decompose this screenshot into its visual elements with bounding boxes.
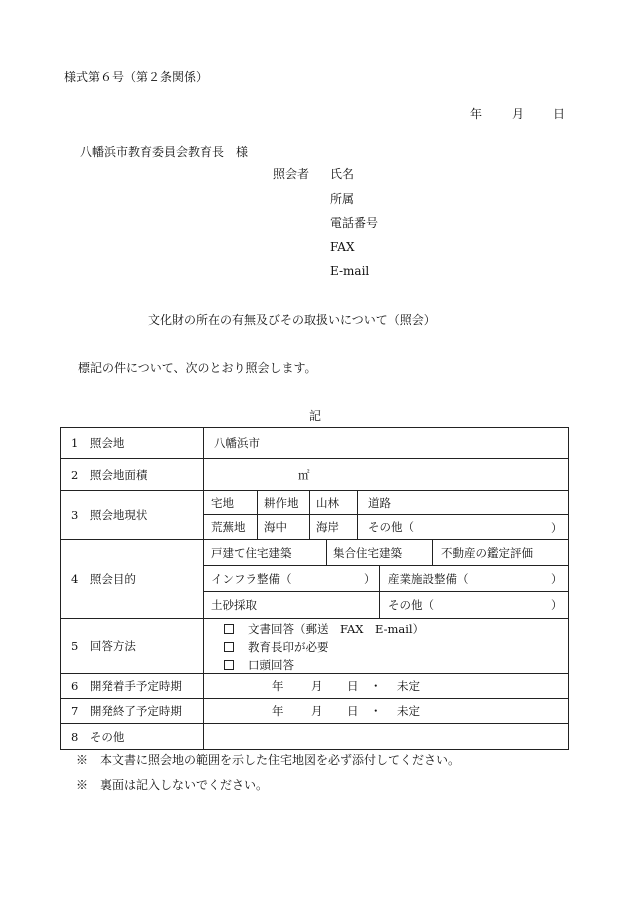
note-back-blank: ※ 裏面は記入しないでください。 (76, 778, 269, 792)
status-option-coast[interactable]: 海岸 (310, 515, 358, 540)
date-year: 年 (470, 107, 483, 121)
row6-label: 6 開発着手予定時期 (61, 674, 204, 699)
start-day: 日 (347, 679, 359, 693)
row6-value-cell[interactable] (204, 674, 569, 699)
end-dot: ・ (370, 704, 382, 718)
reply-option-document[interactable]: 文書回答（郵送 FAX E-mail） (224, 622, 424, 636)
row7-value-cell[interactable] (204, 699, 569, 724)
start-dot: ・ (370, 679, 382, 693)
end-undecided[interactable]: 未定 (397, 704, 420, 718)
purpose-detached-house[interactable]: 戸建て住宅建築 (204, 540, 327, 566)
site-city: 八幡浜市 (214, 436, 260, 450)
row8-value-cell[interactable] (204, 724, 569, 750)
purpose-infrastructure[interactable]: インフラ整備（ (204, 566, 380, 592)
lead-text: 標記の件について、次のとおり照会します。 (78, 361, 317, 375)
reply-option-oral[interactable]: 口頭回答 (224, 658, 294, 672)
start-undecided[interactable]: 未定 (397, 679, 420, 693)
status-option-other[interactable]: その他（ (358, 515, 569, 540)
status-option-road[interactable]: 道路 (358, 491, 569, 515)
document-title: 文化財の所在の有無及びその取扱いについて（照会） (148, 313, 436, 327)
row2-value-cell[interactable] (204, 459, 569, 491)
date-month: 月 (512, 107, 525, 121)
area-unit: ㎡ (298, 467, 310, 482)
purpose-infrastructure-close: ） (364, 572, 376, 586)
inquiry-table (60, 427, 569, 750)
checkbox-icon[interactable] (224, 660, 234, 670)
purpose-industrial-close: ） (551, 572, 563, 586)
purpose-other-close: ） (551, 598, 563, 612)
purpose-soil-extraction[interactable]: 土砂採取 (204, 592, 380, 619)
row7-label: 7 開発終了予定時期 (61, 699, 204, 724)
inquirer-affiliation-label: 所属 (330, 192, 355, 206)
checkbox-icon[interactable] (224, 624, 234, 634)
inquirer-phone-label: 電話番号 (330, 216, 379, 230)
status-option-residential[interactable]: 宅地 (204, 491, 258, 515)
status-option-forest[interactable]: 山林 (310, 491, 358, 515)
ki-heading: 記 (309, 409, 322, 423)
status-other-close: ） (551, 521, 563, 535)
purpose-industrial[interactable]: 産業施設整備（ (380, 566, 569, 592)
row8-label: 8 その他 (61, 724, 204, 750)
end-month: 月 (311, 704, 323, 718)
inquirer-name-label: 氏名 (330, 167, 355, 181)
purpose-apartment[interactable]: 集合住宅建築 (327, 540, 433, 566)
checkbox-icon[interactable] (224, 642, 234, 652)
row4-label: 4 照会目的 (61, 540, 204, 619)
start-year: 年 (272, 679, 284, 693)
end-day: 日 (347, 704, 359, 718)
row3-label: 3 照会地現状 (61, 491, 204, 540)
end-year: 年 (272, 704, 284, 718)
note-attach-map: ※ 本文書に照会地の範囲を示した住宅地図を必ず添付してください。 (76, 753, 461, 767)
status-option-wasteland[interactable]: 荒蕪地 (204, 515, 258, 540)
purpose-other[interactable]: その他（ (380, 592, 569, 619)
reply-option-seal[interactable]: 教育長印が必要 (224, 640, 329, 654)
status-option-farmland[interactable]: 耕作地 (258, 491, 310, 515)
form-number: 様式第６号（第２条関係） (64, 70, 209, 84)
status-option-sea[interactable]: 海中 (258, 515, 310, 540)
inquirer-email-label: E-mail (330, 264, 370, 278)
row1-label: 1 照会地 (61, 428, 204, 459)
purpose-appraisal[interactable]: 不動産の鑑定評価 (433, 540, 569, 566)
addressee: 八幡浜市教育委員会教育長 様 (80, 145, 249, 159)
start-month: 月 (311, 679, 323, 693)
row2-label: 2 照会地面積 (61, 459, 204, 491)
date-day: 日 (553, 107, 566, 121)
row5-label: 5 回答方法 (61, 619, 204, 674)
inquirer-label: 照会者 (273, 167, 310, 181)
inquirer-fax-label: FAX (330, 240, 355, 254)
row1-value-cell[interactable] (204, 428, 569, 459)
